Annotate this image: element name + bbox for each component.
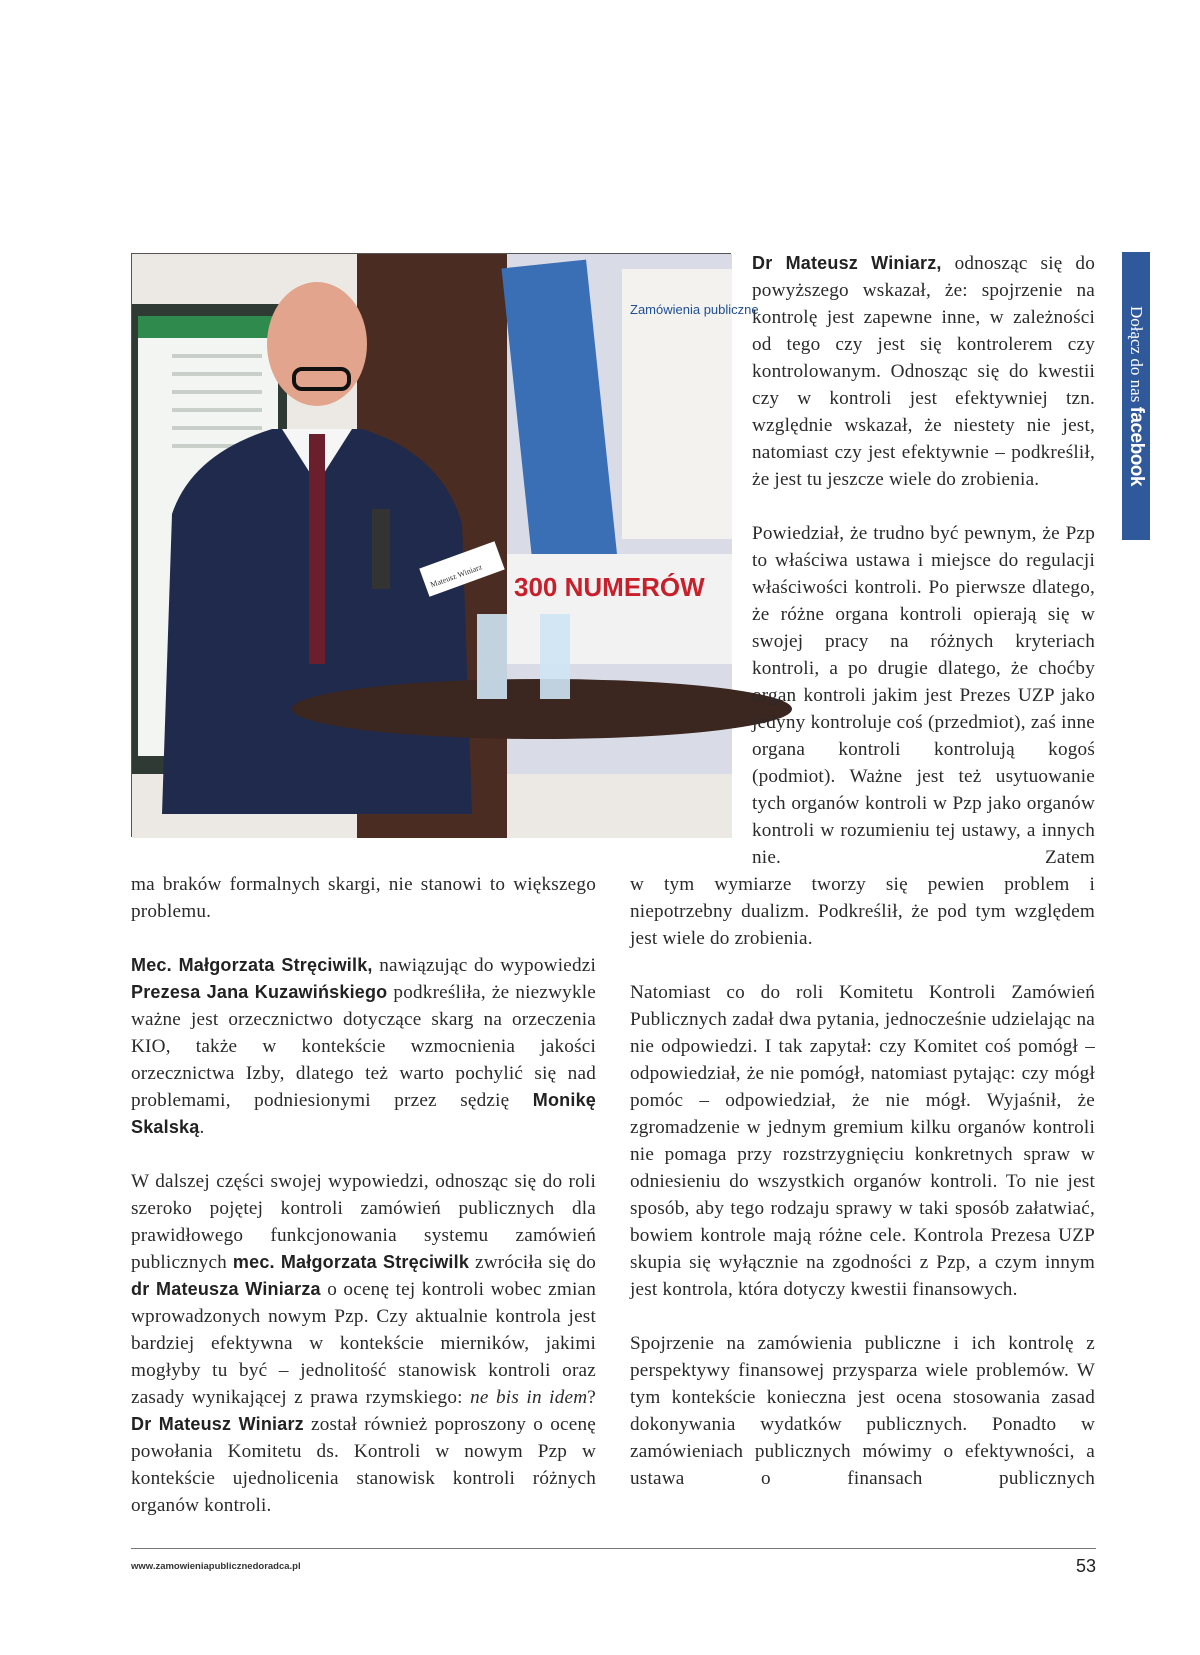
nameplate: Mateusz Winiarz — [429, 562, 484, 590]
facebook-join-tab[interactable] — [1122, 252, 1150, 540]
speaker-name: dr Mateusza Winiarza — [131, 1279, 321, 1299]
right-column-bottom — [630, 871, 1095, 1519]
facebook-logo-text: facebook — [1126, 406, 1147, 486]
text: nawiązując do wypowiedzi — [372, 955, 596, 976]
text: podkreśliła, że niezwykle ważne jest orzecznictwo dotyczące skarg na orzeczenia KIO, także w kontekście wzmocnienia jakości orzecznictwa Izby, dlatego też warto pochylić się nad problemami, podniesionymi przez sędzię — [131, 982, 596, 1111]
magazine-title: Zamówienia publiczne — [630, 302, 759, 317]
paragraph: w tym wymiarze tworzy się pewien problem i niepotrzebny dualizm. Podkreślił, że pod tym względem jest wiele do zrobienia. — [630, 874, 1095, 949]
speaker-name: mec. Małgorzata Stręciwilk — [232, 1252, 470, 1272]
paragraph — [131, 1168, 596, 1519]
left-column — [131, 871, 596, 1546]
paragraph: Powiedział, że trudno być pewnym, że Pzp to właściwa ustawa i miejsce do regulacji właściwości kontroli. Po pierwsze dlatego, że różne organa kontroli opierają się w swojej pracy na różnych kryteriach kontroli, a po drugie dlatego, że choćby organ kontroli jakim jest Prezes UZP jako jedyny kontroluje coś (przedmiot), zaś inne organa kontroli kontrolują kogoś (podmiot). Ważne jest też usytuowanie tych organów kontroli w Pzp jako organów kontroli w rozumieniu tej ustawy, a innych nie. Zatem — [752, 523, 1095, 868]
speaker-name: Monikę Skalską — [131, 1090, 596, 1137]
join-label: Dołącz do nas — [1127, 306, 1146, 403]
text: został również poproszony o ocenę powołania Komitetu ds. Kontroli w nowym Pzp w kontekście ujednolicenia stanowisk kontroli różnych organów kontroli. — [131, 1414, 597, 1516]
speaker-name: Mec. Małgorzata Stręciwilk, — [131, 955, 373, 975]
event-photo — [131, 253, 759, 837]
right-column-top — [752, 250, 1095, 871]
footer-divider — [131, 1548, 1096, 1549]
paragraph: Spojrzenie na zamówienia publiczne i ich kontrolę z perspektywy finansowej przysparza wiele problemów. W tym kontekście konieczna jest ocena stosowania zasad dokonywania wydatków publicznych. Ponadto w zamówieniach publicznych mówimy o efektywności, a ustawa o finansach publicznych — [630, 1333, 1095, 1489]
speaker-name: Dr Mateusz Winiarz — [131, 1414, 304, 1434]
footer-url[interactable]: www.zamowieniapublicznedoradca.pl — [131, 1561, 301, 1572]
paragraph: Natomiast co do roli Komitetu Kontroli Zamówień Publicznych zadał dwa pytania, jednocześnie udzielając na nie odpowiedzi. I tak zapytał: czy Komitet coś pomógł – odpowiedział, że nie pomógł, natomiast pytając: czy mógł pomóc – odpowiedział, że nie mógł. Wyjaśnił, że zgromadzenie w jednym gremium kilku organów kontroli nie pomaga przy rozstrzygnięciu konkretnych spraw w odniesieniu do wszystkich organów kontroli. To nie jest sposób, aby tego rodzaju sprawy w taki sposób załatwiać, bowiem kontrole mają różne cele. Kontrola Prezesa UZP skupia się wyłącznie na zgodności z Pzp, a czym innym jest kontrola, która dotyczy kwestii finansowych. — [630, 982, 1095, 1300]
text: . — [199, 1117, 205, 1138]
page-number: 53 — [1075, 1556, 1096, 1576]
text: ? — [587, 1387, 596, 1408]
text: zwróciła się do — [469, 1252, 596, 1273]
text: o ocenę tej kontroli wobec zmian wprowadzonych nowym Pzp. Czy aktualnie kontrola jest bardziej efektywna w kontekście mierników, jakimi mogłyby tu być – jednolitość stanowisk kontroli oraz zasady wynikającej z prawa rzymskiego: — [131, 1279, 596, 1408]
speaker-name: Prezesa Jana Kuzawińskiego — [131, 982, 388, 1002]
text: W dalszej części swojej wypowiedzi, odnosząc się do roli szeroko pojętej kontroli zamówień publicznych dla prawidłowego funkcjonowania systemu zamówień publicznych — [131, 1171, 596, 1273]
paragraph — [131, 952, 596, 1141]
banner-text: 300 NUMERÓW — [514, 572, 705, 602]
paragraph: odnosząc się do powyższego wskazał, że: spojrzenie na kontrolę jest zapewne inne, w zależności od tego czy jest się kontrolerem czy kontrolowanym. Odnosząc się do kwestii czy w kontroli jest efektywniej tzn. względnie wskazał, że niestety nie jest, natomiast czy jest efektywnie – podkreślił, że jest tu jeszcze wiele do zrobienia. — [752, 253, 1095, 490]
speaker-name: Dr Mateusz Winiarz, — [752, 253, 942, 273]
latin-phrase: ne bis in idem — [470, 1387, 588, 1408]
paragraph: ma braków formalnych skargi, nie stanowi to większego problemu. — [131, 874, 596, 922]
